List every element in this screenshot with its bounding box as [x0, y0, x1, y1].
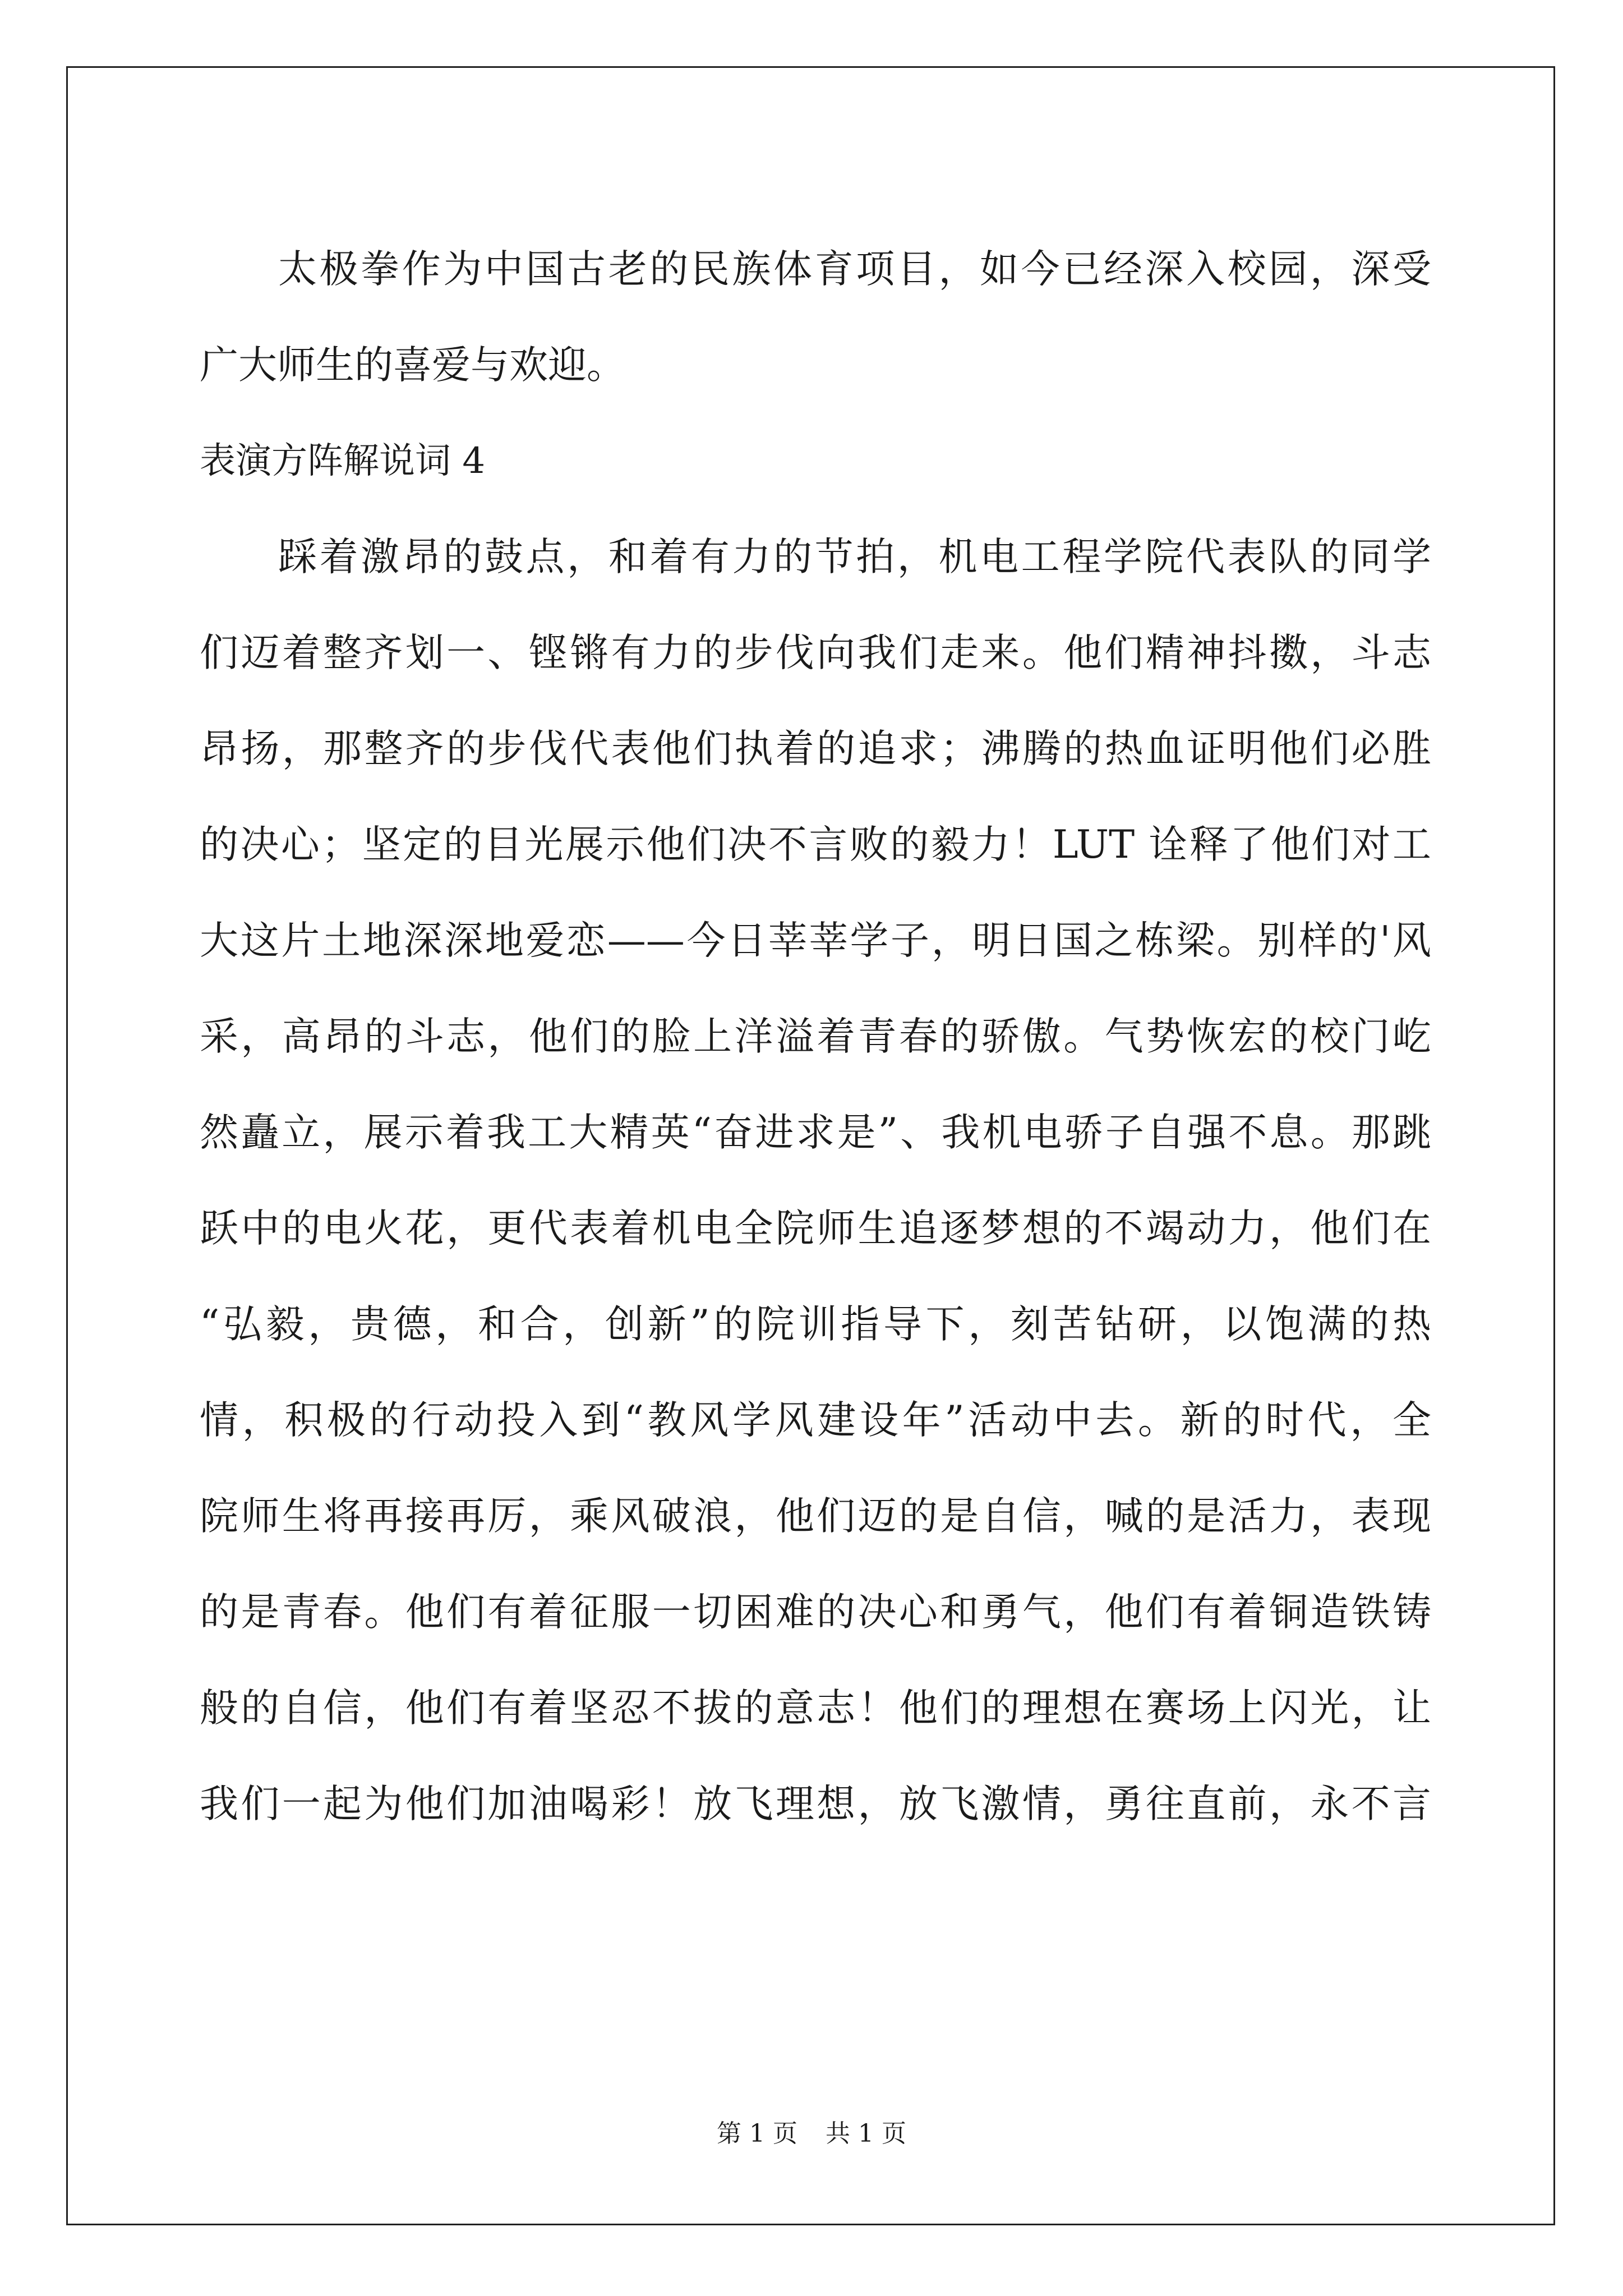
page-number: 第 1 页: [717, 2119, 797, 2148]
text-line: 们迈着整齐划一、铿锵有力的步伐向我们走来。他们精神抖擞，斗志: [200, 631, 1431, 675]
section-heading: 表演方阵解说词 4: [200, 440, 486, 482]
text-line: 般的自信，他们有着坚忍不拔的意志！他们的理想在赛场上闪光，让: [200, 1686, 1431, 1731]
text-line: 我们一起为他们加油喝彩！放飞理想，放飞激情，勇往直前，永不言: [200, 1782, 1431, 1826]
text-line: 采，高昂的斗志，他们的脸上洋溢着青春的骄傲。气势恢宏的校门屹: [200, 1014, 1431, 1059]
text-line: 的决心；坚定的目光展示他们决不言败的毅力！LUT 诠释了他们对工: [200, 822, 1431, 867]
text-line: 然矗立，展示着我工大精英“奋进求是”、我机电骄子自强不息。那跳: [200, 1110, 1431, 1155]
text-line: 广大师生的喜爱与欢迎。: [200, 343, 625, 388]
text-line: “弘毅，贵德，和合，创新”的院训指导下，刻苦钻研，以饱满的热: [200, 1302, 1431, 1347]
document-body: [200, 222, 1431, 1852]
text-line: 的是青春。他们有着征服一切困难的决心和勇气，他们有着铜造铁铸: [200, 1590, 1431, 1635]
text-line: 跃中的电火花，更代表着机电全院师生追逐梦想的不竭动力，他们在: [200, 1206, 1431, 1251]
text-line: 太极拳作为中国古老的民族体育项目，如今已经深入校园，深受: [278, 247, 1431, 292]
text-line: 院师生将再接再厉，乘风破浪，他们迈的是自信，喊的是活力，表现: [200, 1494, 1431, 1539]
text-line: 踩着激昂的鼓点，和着有力的节拍，机电工程学院代表队的同学: [278, 535, 1431, 579]
page-total: 共 1 页: [826, 2119, 906, 2148]
page-footer: [0, 2117, 1623, 2151]
text-line: 情，积极的行动投入到“教风学风建设年”活动中去。新的时代，全: [200, 1398, 1431, 1443]
text-line: 昂扬，那整齐的步伐代表他们执着的追求；沸腾的热血证明他们必胜: [200, 726, 1431, 771]
text-line: 大这片土地深深地爱恋——今日莘莘学子，明日国之栋梁。别样的'风: [200, 918, 1431, 963]
